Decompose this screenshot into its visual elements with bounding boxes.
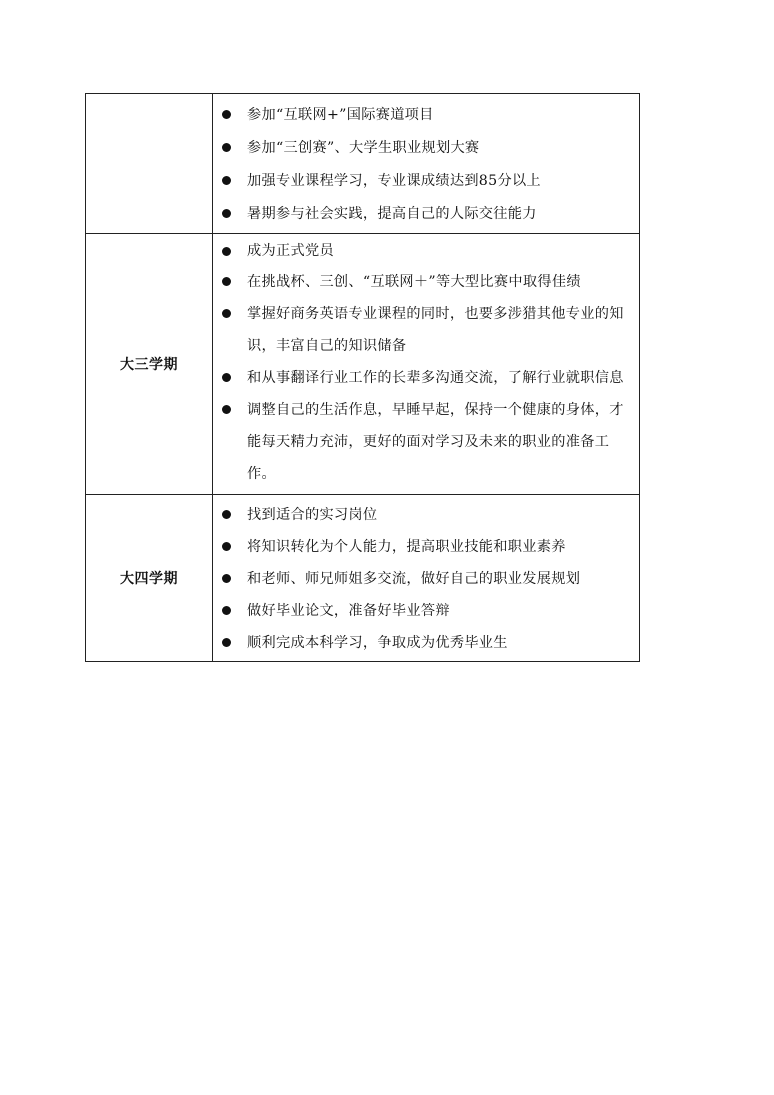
plan-item-list <box>213 234 639 494</box>
list-item <box>213 298 631 362</box>
table-row <box>86 234 640 495</box>
bullet-icon <box>222 373 231 382</box>
bullet-icon <box>222 542 231 551</box>
bullet-icon <box>222 638 231 647</box>
bullet-icon <box>222 143 231 152</box>
list-item <box>213 99 631 132</box>
table-row <box>86 94 640 234</box>
plan-item-text: 做好毕业论文，准备好毕业答辩 <box>247 603 450 619</box>
bullet-icon <box>222 574 231 583</box>
list-item <box>213 531 631 563</box>
list-item <box>213 362 631 394</box>
list-item <box>213 595 631 627</box>
plan-item-text: 将知识转化为个人能力，提高职业技能和职业素养 <box>247 539 566 555</box>
plan-item-text: 掌握好商务英语专业课程的同时，也要多涉猎其他专业的知识，丰富自己的知识储备 <box>247 306 624 354</box>
table-row <box>86 495 640 662</box>
list-item <box>213 266 631 298</box>
list-item <box>213 198 631 231</box>
plan-item-text: 找到适合的实习岗位 <box>247 507 378 523</box>
bullet-icon <box>222 176 231 185</box>
list-item <box>213 132 631 165</box>
bullet-icon <box>222 309 231 318</box>
bullet-icon <box>222 405 231 414</box>
list-item <box>213 627 631 659</box>
plan-item-text: 暑期参与社会实践，提高自己的人际交往能力 <box>247 206 537 222</box>
plan-item-text: 和从事翻译行业工作的长辈多沟通交流，了解行业就职信息 <box>247 370 624 386</box>
plan-item-text: 顺利完成本科学习，争取成为优秀毕业生 <box>247 635 508 651</box>
plan-item-text: 参加“互联网+”国际赛道项目 <box>247 107 434 123</box>
plan-items-cell <box>213 495 640 662</box>
list-item <box>213 165 631 198</box>
bullet-icon <box>222 277 231 286</box>
bullet-icon <box>222 110 231 119</box>
plan-items-cell <box>213 94 640 234</box>
bullet-icon <box>222 209 231 218</box>
plan-item-text: 成为正式党员 <box>247 243 334 259</box>
plan-item-text: 在挑战杯、三创、“互联网＋”等大型比赛中取得佳绩 <box>247 274 581 290</box>
plan-item-text: 参加“三创赛”、大学生职业规划大赛 <box>247 140 480 156</box>
bullet-icon <box>222 510 231 519</box>
list-item <box>213 236 631 266</box>
list-item <box>213 394 631 490</box>
plan-item-list <box>213 495 639 661</box>
plan-item-text: 和老师、师兄师姐多交流，做好自己的职业发展规划 <box>247 571 581 587</box>
study-plan-table <box>85 93 640 662</box>
term-label: 大四学期 <box>86 495 213 662</box>
plan-item-text: 加强专业课程学习，专业课成绩达到85分以上 <box>247 173 541 189</box>
plan-item-text: 调整自己的生活作息，早睡早起，保持一个健康的身体，才能每天精力充沛，更好的面对学习及未来的职业的准备工作。 <box>247 402 624 482</box>
bullet-icon <box>222 247 231 256</box>
plan-items-cell <box>213 234 640 495</box>
term-label <box>86 94 213 234</box>
term-label: 大三学期 <box>86 234 213 495</box>
bullet-icon <box>222 606 231 615</box>
list-item <box>213 563 631 595</box>
plan-item-list <box>213 94 639 233</box>
list-item <box>213 499 631 531</box>
